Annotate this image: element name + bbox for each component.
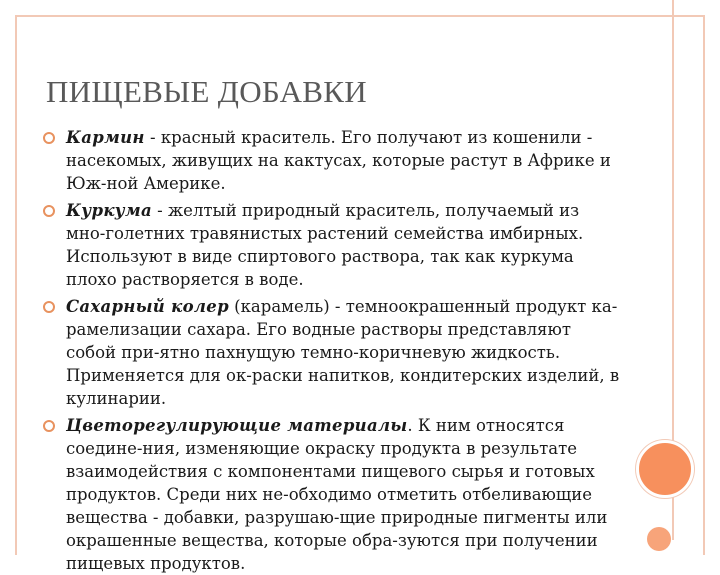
- list-item: [40, 295, 620, 410]
- list-item-term: Кармин: [66, 128, 145, 147]
- list-item-text: [66, 199, 620, 291]
- list-item-term: Куркума: [66, 201, 152, 220]
- bullet-icon: [43, 301, 55, 313]
- bullet-icon: [43, 132, 55, 144]
- list-item-description: (карамель) - темноокрашенный продукт ка-рамелизации сахара. Его водные растворы представляют собой при-ятно пахнущую темно-коричневую жидкость. Применяется для ок-раски напитков, кондитерских изделий, в кулинарии.: [66, 297, 620, 408]
- list-item-text: [66, 414, 620, 575]
- list-item-text: [66, 295, 620, 410]
- list-item-text: [66, 126, 620, 195]
- decorative-circle-large: [636, 440, 694, 498]
- bullet-icon: [43, 420, 55, 432]
- bullet-icon: [43, 205, 55, 217]
- slide-title: ПИЩЕВЫЕ ДОБАВКИ: [46, 74, 367, 109]
- list-item-description: . К ним относятся соедине-ния, изменяющие окраску продукта в результате взаимодействия с компонентами пищевого сырья и готовых продуктов. Среди них не-обходимо отметить отбеливающие вещества - добавки, разрушаю-щие природные пигменты или окрашенные вещества, которые обра-зуются при получении пищевых продуктов.: [66, 416, 608, 573]
- list-item: [40, 126, 620, 195]
- list-item: [40, 199, 620, 291]
- list-item: [40, 414, 620, 575]
- list-item-term: Цветорегулирующие материалы: [66, 416, 408, 435]
- list-item-description: - желтый природный краситель, получаемый из мно-голетних травянистых растений семейства имбирных. Используют в виде спиртового раствора, так как куркума плохо растворяется в воде.: [66, 201, 584, 289]
- bullet-list: [40, 126, 620, 575]
- list-item-term: Сахарный колер: [66, 297, 229, 316]
- decorative-circle-small: [647, 527, 671, 551]
- list-item-description: - красный краситель. Его получают из кошенили - насекомых, живущих на кактусах, которые растут в Африке и Юж-ной Америке.: [66, 128, 611, 193]
